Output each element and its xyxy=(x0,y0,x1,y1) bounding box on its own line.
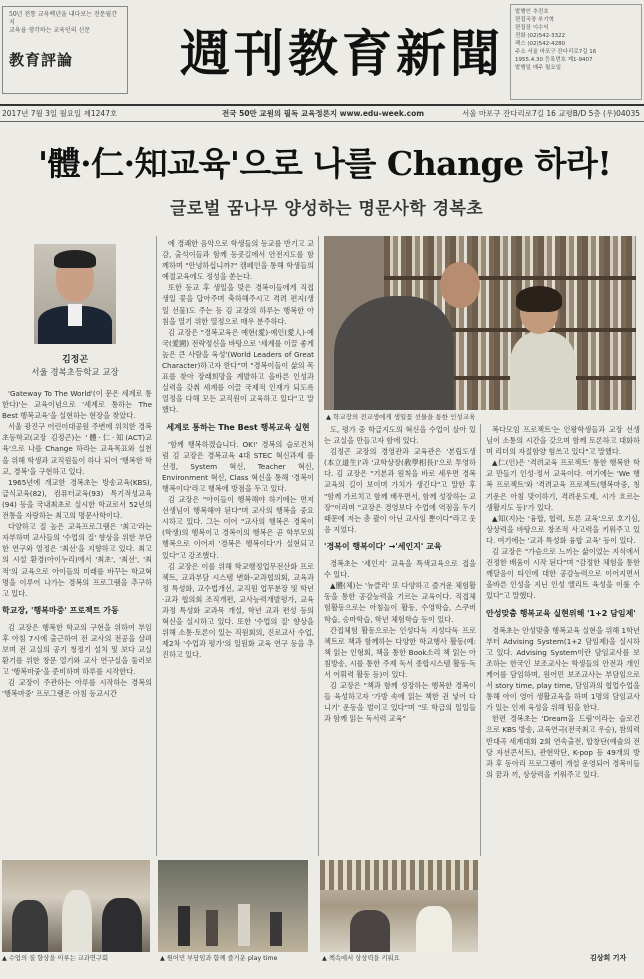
tagline: 50년 전통 교육백년을 내다보는 전문월간지 xyxy=(9,11,118,26)
paragraph: 에 경쾌한 음악으로 학생들의 등교를 반기고 교감, 출석이들과 함께 등굣길에서 안전지도를 함께하며 "안녕하십니까?" 캠페인을 통해 학생들의 예절교육에도 정성을 쏟는다. xyxy=(162,239,314,282)
date-bar xyxy=(0,104,644,122)
info-line: 편집국장 부기혁 xyxy=(515,17,554,23)
paragraph: 복다모임 프로젝트'는 인왕학생들과 교장 선생님이 소통의 시간을 갖으며 함께 토론하고 대화하며 리더의 자질함양 힘쓰고 있다"고 말했다. xyxy=(486,425,640,457)
paragraph: 김 교장은 "경복교육은 예현(愛)·예인(愛人)·예국(愛國) 전략정신을 바탕으로 '세계를 이끌 좋게 높은 큰 사람을 육성'(World Leaders of Great Character)하고자 한다"며 "경복이들이 삶의 목표를 찾아 장래희망을 계발하고 올바른 인성과 실력을 갖춰 세계를 이끌 국제적 인재가 되도록 열정을 다해 모든 교직원이 교육하고 있다"고 말했다. xyxy=(162,327,314,415)
section-subtitle: 안성맞춤 행복교육 실현위해 '1+2 담임제' xyxy=(486,608,636,618)
issue-date: 2017년 7월 3일 월요일 제1247호 xyxy=(2,109,118,118)
bottom-photo-2-caption: ▲ 원어민 부담임과 함께 즐거운 play time xyxy=(160,955,278,962)
paragraph: 도, 평가 중 학급지도의 혁신을 수업이 살아 있는 교실을 만들고자 함에 있다. xyxy=(324,425,476,446)
paragraph: 김 교장은 "아이들이 행복해야 하기에는 면저 선생님이 행복해야 된다"며 교사의 행복을 중요시하고 있다. 그는 이어 "교사의 행복은 경복이(학생)의 행복이고 경복이의 행복은 곧 학부모의 행복으로 이어져 '경복은 행복이다'가 실현되고 있다"고 강조했다. xyxy=(162,495,314,560)
paragraph: 간접체험 활동으로는 인성다독 지성다독 프로젝트로 책과 함께하는 다양한 학교행사 활동(예: 책 읽는 인형회, 책을 통한 Book소리 책 읽는 아침방송, 시를 통한 주제 독서 종합시스템 활동·독서 어휘력 활동 등)이 있다. xyxy=(324,625,476,679)
main-photo xyxy=(324,236,636,410)
column-divider xyxy=(480,424,481,856)
paragraph: 김 교장은 이를 위해 학교행정업무전산화 프로젝트, 교과부담 시스템 변화-교과협의회, 교육과정 특성화, 교수법개선, 교직원 업무분장 및 학년·교과 협의회 조직개편, 교사능력개발평가, 교육과정 특성화 교과목 개설, 학년 교과 편성 등의 혁신을 실시하고 있다. 또한 '수업의 질' 향상을 위해 소통·토론이 있는 직원회의, 진로교사 수업, 제2차 '수업과 평가'의 일원화 교육 연구 등을 추진하고 있다. xyxy=(162,561,314,660)
newspaper-title: 週刊教育新聞 xyxy=(180,24,504,83)
column-divider xyxy=(318,236,319,856)
info-line: 주소 서울 마포구 잔다리로7길 16 xyxy=(515,49,597,55)
info-line: 발행일 매주 월요일 xyxy=(515,65,562,71)
slogan: 전국 50만 교원의 필독 교육정론지 www.edu-week.com xyxy=(222,109,425,118)
article-column-3 xyxy=(324,424,476,858)
portrait-role: 서울 경복초등학교 교장 xyxy=(31,368,119,378)
address: 서울 마포구 잔다리로7길 16 교평B/D 5층 (우)04035 xyxy=(462,109,640,118)
tagline-box xyxy=(2,6,128,94)
paragraph: 또한 등교 후 생일을 맞은 경복이들에게 직접 생일 꽃을 답아주며 축하해주시고 격려 편지(생일 선물)도 주는 등 김 교장의 하루는 행복한 아침을 열기 위한 열정으로 매우 분주하다. xyxy=(162,283,314,326)
paragraph: '함께 행복하겠습니다. OK!' 경복의 슬로건처럼 김 교장은 경복교육 4대 STEC 혁신과제 를 선정, System 혁신, Teacher 혁신, Environment 혁신, Class 혁신을 통해 '경복이 행복이다'라고 행복에 방점을 두고 있다. xyxy=(162,439,314,493)
article-column-4 xyxy=(486,424,640,949)
bottom-photo-1-caption: ▲ 수업의 질 향상을 이루는 교과연구회 xyxy=(2,955,109,962)
paragraph: 경복초는 '세인지' 교육을 특색교육으로 접을 수 있다. xyxy=(324,559,476,580)
section-subtitle: '경복이 행복이다' →'세인지' 교육 xyxy=(324,541,442,551)
tagline-secondary: 교육을 생각하는 교육인의 신문 xyxy=(9,27,91,34)
paragraph: 김 교장은 행복한 학교의 구현을 위하여 부임 후 아침 7시에 출근하여 전 교사의 전공을 살펴보며 전 교실의 공기 청정기 설치 및 보다 교실 환기를 위한 창문 열기와 교사 연구실을 둘러보고 '행복마중'을 준비하며 하루를 시작한다. xyxy=(2,622,152,677)
column-name: 教育評論 xyxy=(9,51,74,69)
paragraph: 경복초는 안성맞춤 행복교육 실현을 위해 1학년부터 Advising System(1+2 담임제)을 실시하고 있다. Advising System이란 담임교사를 보조하는 한국인 보조교사는 학생들의 안전과 개인 케어를 담임하며, 원어민 보조교사는 부담임으로서 story time, play time, 담임과의 협업수업을 통해 아이 영어 생활교육을 하며 1명의 담임교사가 있는 인재 육성을 위해 팀을 한다. xyxy=(486,625,640,713)
main-photo-caption: ▲ 학교장의 전교생에게 생일꽃 선물을 통한 인성교육 xyxy=(326,413,476,421)
paragraph: 김 교장은 "책과 함께 성장하는 행복한 경복이들 육성하고자 '가방 속에 읽는 책한 권 넣어 다니기' 운동을 벌이고 있다"며 "또 학급의 일일들과 함께 읽는 독서력 교육" xyxy=(324,681,476,724)
paragraph: ▲知(지)는 '융합, 협력, 토론 교육'으로 호기심, 상상력을 바탕으로 창조적 사고력을 키워주고 있다. 여기에는 '교과 특성화 융합 교육' 등이 있다. xyxy=(486,513,640,545)
info-line: 1955.4.30 등록번호 제1-9407 xyxy=(515,57,593,63)
article-subhead: 글로벌 꿈나무 양성하는 명문사학 경복초 xyxy=(170,199,484,219)
paragraph: 김정곤 교장의 경영관과 교육관은 '본립도생(本立道生)'과 '교학상장(敎學相長)'으로 투영하다. 김 교장은 "기본과 원칙을 바로 세우면 경복 교육의 길이 보이며 가치가 생긴다"고 말한 후 "함께 가르치고 함께 배우면서, 함께 성장하는 교장"이라며 "교장은 경영보다 수업에 역점을 두기 때문에 저는 총 괄이 아닌 교사임 뿐이다"라고 웃음 지었다. xyxy=(324,447,476,534)
section-subtitle: 학교장, '행복마중' 프로젝트 가동 xyxy=(2,605,119,615)
paragraph: 서울 광진구 어린이대공원 주변에 위치한 경복초등학교(교장 김정곤)는 '體·仁·知(ACT)교육'으로 나를 Change 하라는 교육목표와 실천을 위해 학생과 교직원들이 하나 되어 '행복한 학교, 경복'을 구현하고 있다. xyxy=(2,422,152,476)
paragraph: 한편 경복초는 'Dream을 드림'이라는 슬로건으로 KBS 방송, 교육연극(전국최고 우승), 참의력 반대곡 세계대회 2회 연속출전, 합창단(예술의 전당 자선콘서트), 관현악단, K-pop 등 49개의 방과 후 동아리 프로그램이 개설 운영되어 경복이들의 꿈과 끼, 상상력을 키워주고 있다. xyxy=(486,714,640,779)
info-line: 발행인 추진호 xyxy=(515,9,549,15)
section-subtitle: 세계로 통하는 The Best 행복교육 실현 xyxy=(166,422,310,432)
byline: 김상희 기자 xyxy=(590,954,627,962)
bottom-photo-3-caption: ▲ 책속에서 상상력을 키워요 xyxy=(322,955,400,962)
bottom-photo-3 xyxy=(320,860,478,952)
publisher-info-box xyxy=(510,4,642,100)
article-headline: '體·仁·知교육'으로 나를 Change 하라! xyxy=(38,144,612,183)
paragraph: 'Gateway To The World'(이 문은 세계로 통한다)'는 교육이념으로 '세계로 통하는 The Best 행복교육'을 실현하는 현장을 찾았다. xyxy=(2,389,152,421)
paragraph: 김 교장은 "가슴으로 느끼는 삶이었는 지식에서 진정한 배움이 시작 된다"며 "감정한 체험을 통한 깨달음이 타인에 대한 공감능력으로 이어지면서 올바른 인성을 지닌 인성 엘리트 육성을 이룰 수 있다"고 말했다. xyxy=(486,547,640,601)
paragraph: ▲體(체)는 '뉴클리' 또 다양하고 즐거운 체험활동을 통한 공감능력을 기르는 교육이다. 직접체험활동으로는 아침놀이 활동, 수영학습, 스쿠버학습, 승마학습, 학년 체험학습 등이 있다. xyxy=(324,581,476,624)
info-line: 편집장 이수익 xyxy=(515,25,549,31)
paragraph: ▲仁(인)은 '격려교육 프로젝트' 통한 행복한 학교 만들기 인성·정서 교육이다. 여기에는 'We 행복 프로젝트'와 '격려교육 프로젝트(행복마중, 칭기운은 아침 맞이하기, 격려운도제, 시가 흐르는 생활지도 등)'가 있다. xyxy=(486,458,640,512)
info-line: 전화 (02)542-3322 xyxy=(515,33,566,39)
paragraph: 김 교장이 주관하는 아루를 시작하는 경복의 '행복마중' 프로그램은 아침 등교시간 xyxy=(2,678,152,699)
portrait-name: 김정곤 xyxy=(61,355,89,365)
article-column-1 xyxy=(2,388,152,858)
paragraph: 1965년에 개교한 경복초는 방송교육(KBS), 급식교육(82), 컴퓨터교육(93) 특기적성교육(94) 등을 국내최초로 실시한 학교로서 52년의 전통을 자랑하는 최고의 명문사학이다. xyxy=(2,477,152,521)
bottom-photo-1 xyxy=(2,860,150,952)
column-divider xyxy=(156,236,157,856)
paragraph: 다양하고 질 높은 교육프로그램은 '최고'라는 자부하며 교사들의 '수업의 질' 향상을 위한 부단한 연구와 열정은 '최선'을 지향하고 있다. 최고의 시설 환경(아이누리)에서 '최초', '최선', '최적'의 교육으로 아이들의 미래를 바꾸는 학교혁명을 이루어 나가는 경복의 프로그램을 추구하고 있다. xyxy=(2,522,152,598)
info-line: 팩스 (02)542-4280 xyxy=(515,41,566,47)
article-column-2 xyxy=(162,238,314,858)
principal-portrait xyxy=(34,244,116,344)
bottom-photo-2 xyxy=(158,860,308,952)
